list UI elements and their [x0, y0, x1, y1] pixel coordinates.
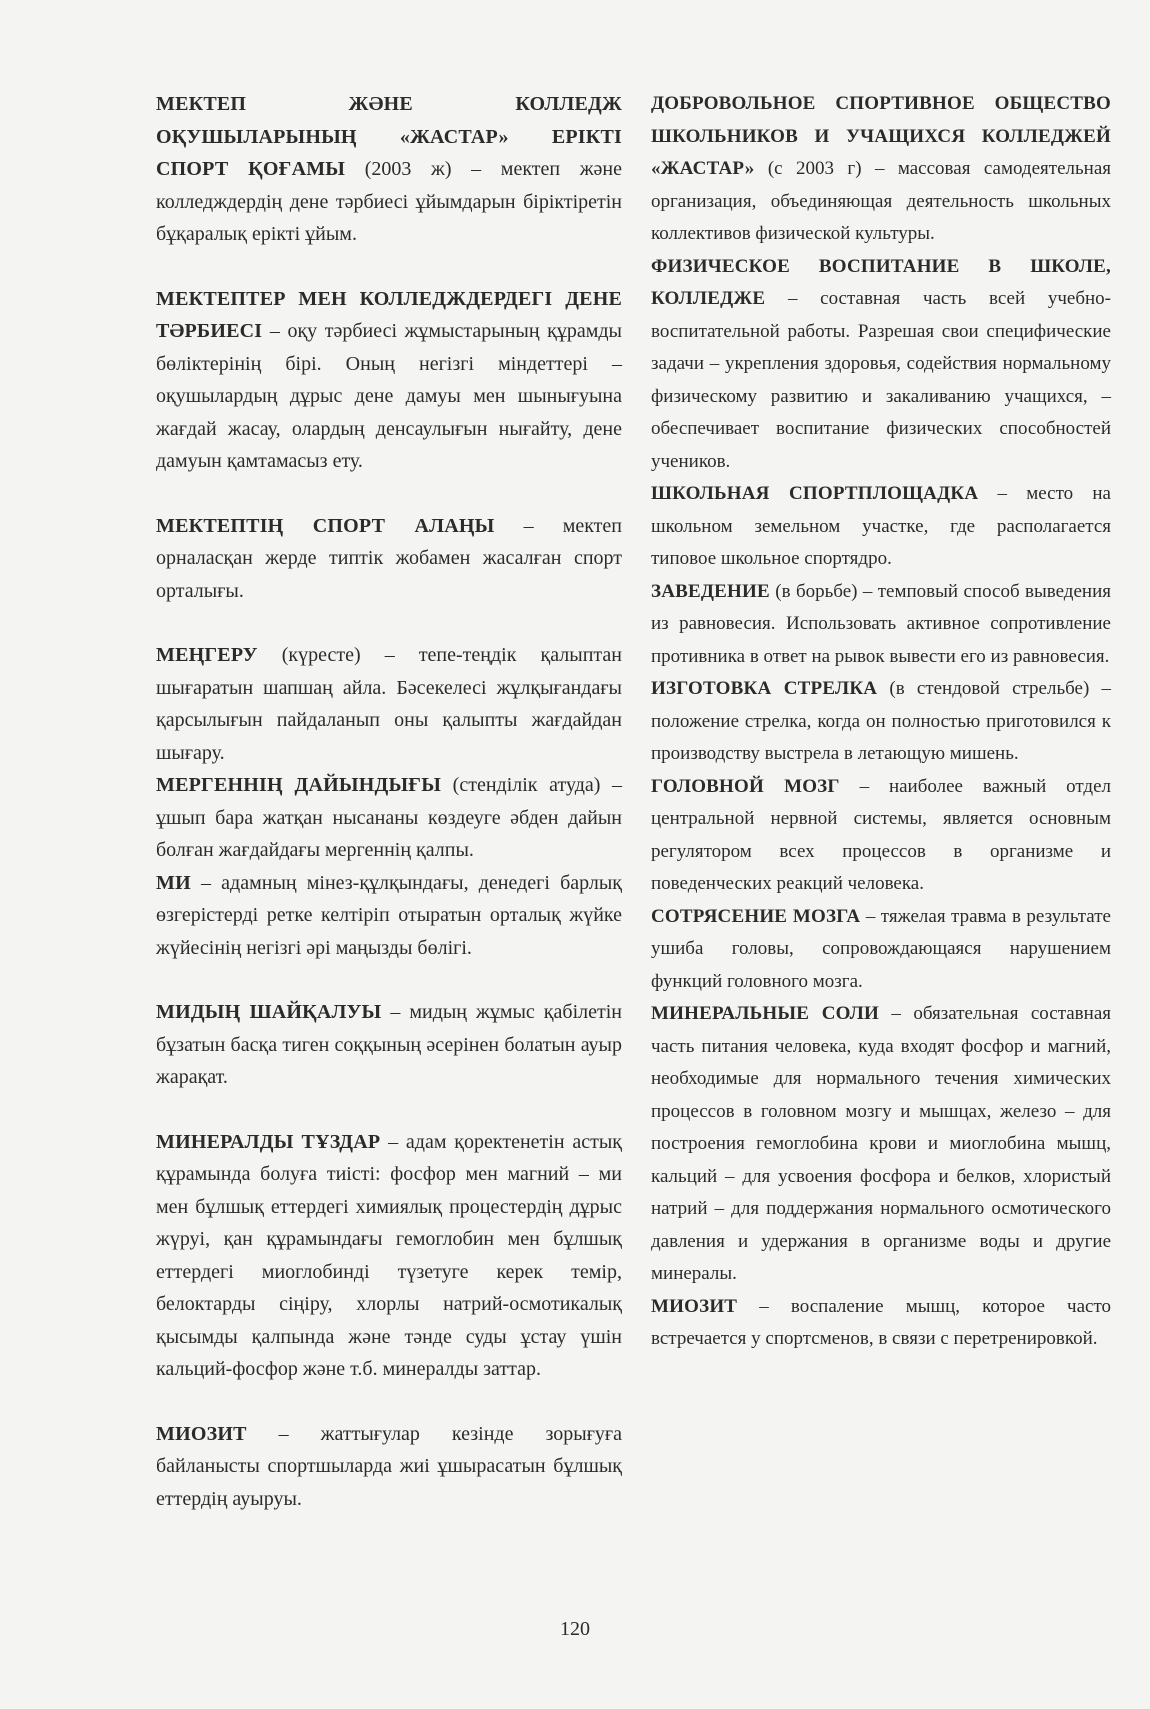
entry-term: СОТРЯСЕНИЕ МОЗГА [651, 905, 861, 927]
entry-term: ГОЛОВНОЙ МОЗГ [651, 775, 840, 797]
russian-column [651, 88, 1111, 1356]
page-number: 120 [560, 1618, 590, 1640]
entry-term: ФИЗИЧЕСКОЕ ВОСПИТАНИЕ В ШКОЛЕ, КОЛЛЕДЖЕ [651, 255, 1111, 309]
entry-term: МИОЗИТ [651, 1295, 738, 1317]
entry-zhastar-ru [651, 88, 1111, 251]
entry-definition: – воспаление мышц, которое часто встречается у спортсменов, в связи с перетренировкой. [651, 1295, 1111, 1349]
entry-definition: – жаттығулар кезінде зорығуға байланысты спортшыларда жиі ұшырасатын бұлшық еттердің ауыруы. [156, 1422, 622, 1510]
entry-definition: – место на школьном земельном участке, где располагается типовое школьное спортядро. [651, 483, 1111, 569]
entry-term: ИЗГОТОВКА СТРЕЛКА [651, 678, 878, 699]
entry-term: ШКОЛЬНАЯ СПОРТПЛОЩАДКА [651, 483, 979, 504]
entry-definition: (в стендовой стрельбе) – положение стрелка, когда он полностью приготовился к производству выстрела в летающую мишень. [651, 678, 1111, 764]
entry-definition: – адам қоректенетін астық құрамында болуға тиісті: фосфор мен магний – ми мен бұлшық еттердегі химиялық процестердің дұрыс жүруі, қан құрамындағы гемоглобин мен бұлшық еттердегі миоглобинді түзетуге керек темір, белоктарды сіңіру, хлорлы натрий-осмотикалық қысымды қалпында және тәнде суды ұстау үшін кальций-фосфор және т.б. минералды заттар. [156, 1130, 622, 1380]
entry-shooter-kz [156, 769, 622, 867]
entry-term: МЕКТЕПТІҢ СПОРТ АЛАҢЫ [156, 514, 495, 537]
entry-concussion-ru [651, 901, 1111, 999]
entry-definition: – наиболее важный отдел центральной нервной системы, является основным регулятором всех процессов в организме и поведенческих реакций человека. [651, 775, 1111, 894]
entry-term: МИДЫҢ ШАЙҚАЛУЫ [156, 1001, 382, 1023]
entry-zhastar-kz [156, 88, 622, 251]
entry-brain-kz [156, 867, 622, 965]
entry-definition: (стенділік атуда) – ұшып бара жатқан нысананы көздеуге әбден дайын болған жағдайдағы мергеннің қалпы. [156, 774, 623, 861]
entry-definition: (күресте) – тепе-теңдік қалыптан шығаратын шапшаң айла. Бәсекелесі жұлқығандағы қарсылығын пайдаланып оны қалыпты жағдайдан шығару. [156, 644, 622, 764]
entry-brain-ru [651, 771, 1111, 901]
entry-term: МЕҢГЕРУ [156, 644, 258, 666]
entry-mengeru-kz [156, 639, 622, 769]
entry-term: ДОБРОВОЛЬНОЕ СПОРТИВНОЕ ОБЩЕСТВО ШКОЛЬНИКОВ И УЧАЩИХСЯ КОЛЛЕДЖЕЙ «ЖАСТАР» [651, 93, 1111, 179]
entry-definition: (2003 ж) – мектеп және колледждердің дене тәрбиесі ұйымдарын біріктіретін бұқаралық ерікті ұйым. [156, 158, 622, 245]
kazakh-column [156, 88, 622, 1515]
entry-sports-ground-ru [651, 478, 1111, 576]
entry-term: ЗАВЕДЕНИЕ [651, 580, 770, 602]
entry-sports-ground-kz [156, 510, 622, 608]
entry-definition: – обязательная составная часть питания человека, куда входят фосфор и магний, необходимые для нормального течения химических процессов в головном мозгу и мышцах, железо – для построения гемоглобина крови и миоглобина мышц, кальций – для усвоения фосфора и белков, хлористый натрий – для поддержания нормального осмотического давления и удержания в организме воды и другие минералы. [651, 1003, 1111, 1284]
entry-definition: – оқу тәрбиесі жұмыстарының құрамды бөліктерінің бірі. Оның негізгі міндеттері – оқушылардың дұрыс дене дамуы мен шынығуына жағдай жасау, олардың денсаулығын нығайту, дене дамуын қамтамасыз ету. [156, 320, 622, 472]
entry-concussion-kz [156, 996, 622, 1094]
entry-term: МИ [156, 871, 191, 894]
entry-zavedenie-ru [651, 576, 1111, 674]
entry-term: МЕКТЕПТЕР МЕН КОЛЛЕДЖДЕРДЕГІ ДЕНЕ ТӘРБИЕСІ [156, 287, 622, 342]
entry-myositis-kz [156, 1418, 622, 1516]
entry-minerals-ru [651, 998, 1111, 1291]
entry-definition: – мидың жұмыс қабілетін бұзатын басқа тиген соққының әсерінен болатын ауыр жарақат. [156, 1001, 622, 1088]
entry-myositis-ru [651, 1291, 1111, 1356]
entry-term: МЕРГЕННІҢ ДАЙЫНДЫҒЫ [156, 774, 442, 796]
entry-school-pe-kz [156, 283, 622, 478]
entry-term: МИНЕРАЛЬНЫЕ СОЛИ [651, 1003, 879, 1024]
entry-definition: – тяжелая травма в результате ушиба головы, сопровождающаяся нарушением функций головного мозга. [651, 905, 1111, 992]
entry-definition: – адамның мінез-құлқындағы, денедегі барлық өзгерістерді ретке келтіріп отыратын орталық жүйке жүйесінің негізгі әрі маңызды бөлігі. [156, 871, 622, 959]
entry-term: МИНЕРАЛДЫ ТҰЗДАР [156, 1130, 381, 1153]
entry-term: МИОЗИТ [156, 1422, 247, 1445]
entry-shooter-ru [651, 673, 1111, 771]
entry-definition: (с 2003 г) – массовая самодеятельная организация, объединяющая деятельность школьных коллективов физической культуры. [651, 158, 1111, 244]
entry-term: МЕКТЕП ЖӘНЕ КОЛЛЕДЖ ОҚУШЫЛАРЫНЫҢ «ЖАСТАР» ЕРІКТІ СПОРТ ҚОҒАМЫ [156, 93, 622, 180]
entry-minerals-kz [156, 1126, 622, 1386]
entry-definition: – мектеп орналасқан жерде типтік жобамен жасалған спорт орталығы. [156, 514, 622, 602]
entry-school-pe-ru [651, 251, 1111, 479]
entry-definition: – составная часть всей учебно-воспитательной работы. Разрешая свои специфические задачи – укрепления здоровья, содействия нормальному физическому развитию и закаливанию учащихся, – обеспечивает воспитание физических способностей учеников. [651, 288, 1111, 472]
entry-definition: (в борьбе) – темповый способ выведения из равновесия. Использовать активное сопротивление противника в ответ на рывок вывести его из равновесия. [651, 580, 1111, 667]
